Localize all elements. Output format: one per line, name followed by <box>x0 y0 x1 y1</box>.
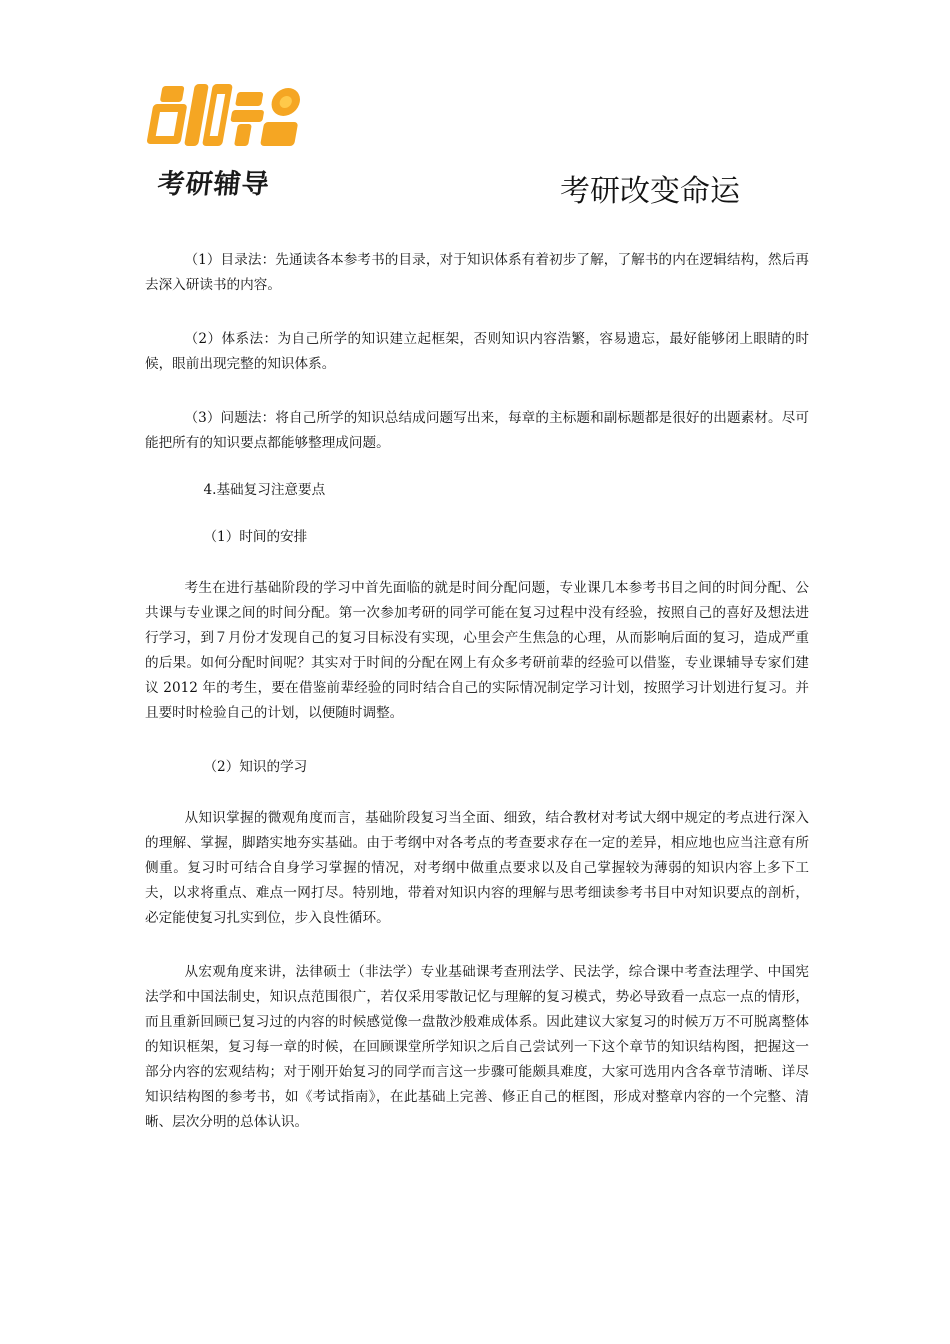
paragraph-time-arrangement: 考生在进行基础阶段的学习中首先面临的就是时间分配问题，专业课几本参考书目之间的时间分配、公共课与专业课之间的时间分配。第一次参加考研的同学可能在复习过程中没有经验，按照自己的喜好及想法进行学习，到７月份才发现自己的复习目标没有实现，心里会产生焦急的心理，从而影响后面的复习，造成严重的后果。如何分配时间呢？其实对于时间的分配在网上有众多考研前辈的经验可以借鉴，专业课辅导专家们建议 2012 年的考生，要在借鉴前辈经验的同时结合自己的实际情况制定学习计划，按照学习计划进行复习。并且要时时检验自己的计划，以便随时调整。 <box>145 580 809 721</box>
logo-text: 凯程 <box>150 63 183 82</box>
kaicheng-logo-mark <box>150 63 300 158</box>
logo <box>150 63 300 200</box>
document-body <box>145 248 809 1164</box>
paragraph-question-method: （3）问题法：将自己所学的知识总结成问题写出来，每章的主标题和副标题都是很好的出题素材。尽可能把所有的知识要点都能够整理成问题。 <box>145 410 809 451</box>
paragraph-micro-view: 从知识掌握的微观角度而言，基础阶段复习当全面、细致，结合教材对考试大纲中规定的考点进行深入的理解、掌握，脚踏实地夯实基础。由于考纲中对各考点的考查要求存在一定的差异，相应地也应当注意有所侧重。复习时可结合自身学习掌握的情况，对考纲中做重点要求以及自己掌握较为薄弱的知识内容上多下工夫，以求将重点、难点一网打尽。特别地，带着对知识内容的理解与思考细读参考书目中对知识要点的剖析，必定能使复习扎实到位，步入良性循环。 <box>145 810 809 926</box>
section-heading: 4.基础复习注意要点 <box>203 482 326 498</box>
paragraph-system-method: （2）体系法：为自己所学的知识建立起框架，否则知识内容浩繁，容易遗忘，最好能够闭上眼睛的时候，眼前出现完整的知识体系。 <box>145 331 809 372</box>
logo-subtitle: 考研辅导 <box>156 169 272 200</box>
paragraph-catalog-method: （1）目录法：先通读各本参考书的目录，对于知识体系有着初步了解，了解书的内在逻辑结构，然后再去深入研读书的内容。 <box>145 252 809 293</box>
sub-heading-time: （1）时间的安排 <box>203 529 308 545</box>
sub-heading-knowledge: （2）知识的学习 <box>203 759 308 775</box>
paragraph-macro-view: 从宏观角度来讲，法律硕士（非法学）专业基础课考查刑法学、民法学，综合课中考查法理学、中国宪法学和中国法制史，知识点范围很广，若仅采用零散记忆与理解的复习模式，势必导致看一点忘一点的情形，而且重新回顾已复习过的内容的时候感觉像一盘散沙般难成体系。因此建议大家复习的时候万万不可脱离整体的知识框架，复习每一章的时候，在回顾课堂所学知识之后自己尝试列一下这个章节的知识结构图，把握这一部分内容的宏观结构；对于刚开始复习的同学而言这一步骤可能颇具难度，大家可选用内含各章节清晰、详尽知识结构图的参考书，如《考试指南》，在此基础上完善、修正自己的框图，形成对整章内容的一个完整、清晰、层次分明的总体认识。 <box>145 964 809 1130</box>
slogan: 考研改变命运 <box>560 174 740 209</box>
